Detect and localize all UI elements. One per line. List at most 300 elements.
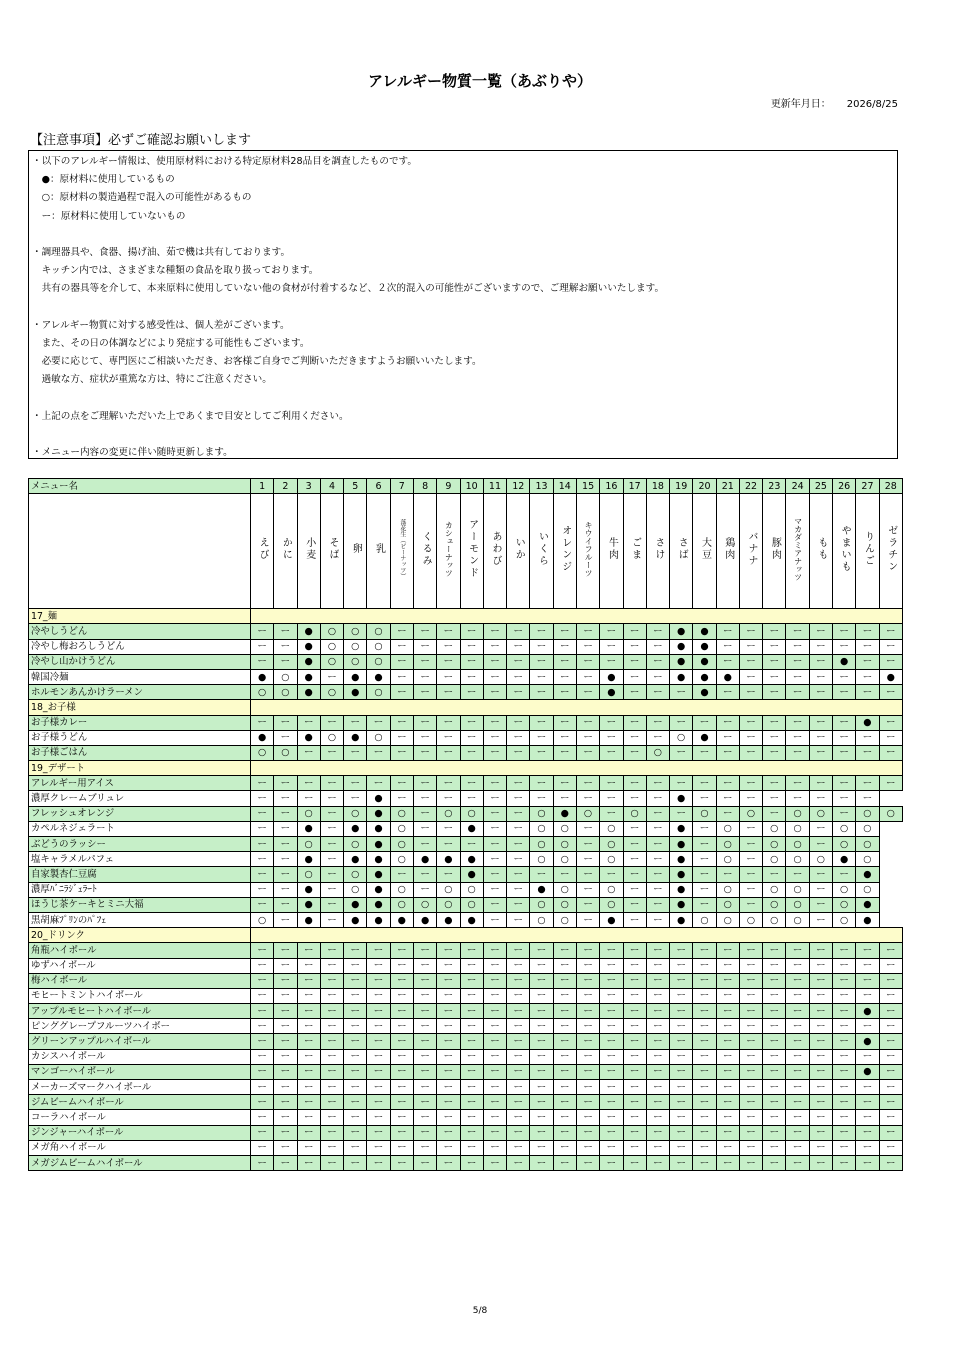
allergen-mark: ー — [739, 1064, 762, 1079]
allergen-mark: ー — [809, 1080, 832, 1095]
allergen-mark: ー — [646, 654, 669, 669]
allergen-mark: ー — [344, 1004, 367, 1019]
allergen-name: 卵 — [350, 543, 362, 556]
allergen-mark: ー — [856, 973, 879, 988]
allergen-mark: ー — [413, 1064, 436, 1079]
allergen-mark: ー — [739, 897, 762, 912]
allergen-mark: ー — [413, 958, 436, 973]
allergen-mark: ー — [833, 988, 856, 1003]
allergen-mark: ー — [879, 730, 902, 745]
allergen-mark: ー — [413, 1110, 436, 1125]
allergen-mark: ー — [576, 912, 599, 927]
allergen-mark: ー — [739, 988, 762, 1003]
allergen-mark: ー — [437, 730, 460, 745]
allergen-mark: ー — [739, 852, 762, 867]
allergen-mark: ● — [367, 852, 390, 867]
allergen-mark: ー — [576, 669, 599, 684]
allergen-mark: ー — [763, 1004, 786, 1019]
allergen-mark: ー — [786, 669, 809, 684]
allergen-mark: ー — [507, 882, 530, 897]
allergen-mark: ー — [297, 1125, 320, 1140]
allergen-mark: ー — [670, 1080, 693, 1095]
notice-box — [28, 150, 898, 459]
allergen-mark: ー — [600, 1080, 623, 1095]
allergen-mark: ー — [646, 1140, 669, 1155]
allergen-mark: ー — [274, 1155, 297, 1170]
allergen-name-cell — [739, 494, 762, 609]
allergen-mark: ○ — [274, 745, 297, 760]
allergen-mark: ー — [460, 958, 483, 973]
allergen-mark: ● — [460, 852, 483, 867]
allergen-mark: ー — [833, 867, 856, 882]
allergen-mark: ー — [763, 745, 786, 760]
allergen-mark: ー — [693, 1019, 716, 1034]
menu-item-row — [29, 1080, 903, 1095]
menu-item-name: メーカーズマークハイボール — [29, 1080, 251, 1095]
allergen-mark: ー — [833, 715, 856, 730]
allergen-name-cell — [437, 494, 460, 609]
allergen-mark: ● — [297, 685, 320, 700]
allergen-mark: ー — [763, 776, 786, 791]
allergen-name: カシューナッツ — [444, 521, 454, 578]
allergen-mark: ー — [367, 715, 390, 730]
menu-item-row — [29, 730, 903, 745]
allergen-mark: ー — [786, 1095, 809, 1110]
allergen-mark: ー — [344, 745, 367, 760]
menu-item-name: ゆずハイボール — [29, 958, 251, 973]
allergen-mark: ー — [390, 867, 413, 882]
allergen-mark: ー — [483, 1019, 506, 1034]
allergen-mark: ー — [856, 685, 879, 700]
allergen-mark: ー — [413, 837, 436, 852]
allergen-mark: ー — [600, 1034, 623, 1049]
allergen-mark: ー — [297, 973, 320, 988]
allergen-mark: ○ — [600, 837, 623, 852]
allergen-mark: ● — [833, 852, 856, 867]
allergen-mark: ー — [623, 639, 646, 654]
allergen-mark: ● — [251, 669, 274, 684]
allergen-mark: ○ — [390, 852, 413, 867]
allergen-mark: ー — [833, 1095, 856, 1110]
allergen-mark: ー — [390, 654, 413, 669]
allergen-mark: ー — [413, 1049, 436, 1064]
allergen-mark: ー — [786, 639, 809, 654]
allergen-mark: ー — [530, 867, 553, 882]
allergen-mark: ー — [437, 639, 460, 654]
allergen-mark: ー — [879, 973, 902, 988]
allergen-mark: ー — [530, 669, 553, 684]
allergen-mark: ー — [879, 958, 902, 973]
allergen-mark: ー — [716, 806, 739, 821]
allergen-mark: ー — [553, 654, 576, 669]
allergen-mark: ー — [763, 806, 786, 821]
allergen-mark: ー — [297, 958, 320, 973]
allergen-mark: ー — [413, 1080, 436, 1095]
allergen-mark: ー — [693, 837, 716, 852]
allergen-mark: ー — [693, 882, 716, 897]
menu-item-name: 濃厚ﾊﾞﾆﾗｼﾞｪﾗｰﾄ — [29, 882, 251, 897]
allergen-mark: ー — [483, 639, 506, 654]
allergen-mark: ○ — [344, 837, 367, 852]
allergen-mark: ○ — [763, 837, 786, 852]
menu-item-row — [29, 821, 903, 836]
allergen-mark: ー — [739, 1095, 762, 1110]
allergen-mark: ○ — [600, 821, 623, 836]
allergen-mark: ー — [390, 1110, 413, 1125]
category-fill — [251, 761, 903, 776]
allergen-mark: ● — [344, 912, 367, 927]
allergen-number: 25 — [809, 479, 832, 494]
allergen-number: 12 — [507, 479, 530, 494]
allergen-mark: ー — [483, 988, 506, 1003]
allergen-mark: ー — [833, 1140, 856, 1155]
allergen-mark: ● — [297, 912, 320, 927]
allergen-mark: ー — [576, 791, 599, 806]
allergen-mark: ー — [693, 745, 716, 760]
allergen-mark: ー — [437, 624, 460, 639]
allergen-mark: ○ — [367, 730, 390, 745]
allergen-mark: ー — [623, 776, 646, 791]
allergen-mark: ー — [553, 745, 576, 760]
allergen-mark: ー — [437, 1064, 460, 1079]
allergen-mark: ー — [483, 685, 506, 700]
allergen-mark: ー — [646, 821, 669, 836]
allergen-mark: ー — [437, 1095, 460, 1110]
allergen-mark: ー — [274, 912, 297, 927]
allergen-mark: ー — [879, 1004, 902, 1019]
allergen-mark: ー — [763, 1125, 786, 1140]
allergen-mark: ー — [623, 669, 646, 684]
allergen-mark: ー — [367, 1064, 390, 1079]
menu-item-name: ほうじ茶ケーキとミニ大福 — [29, 897, 251, 912]
allergen-name: 乳 — [373, 543, 385, 556]
allergen-mark: ー — [320, 1125, 343, 1140]
allergen-mark: ー — [716, 791, 739, 806]
allergen-mark: ー — [763, 1110, 786, 1125]
allergen-mark: ー — [623, 1095, 646, 1110]
allergen-mark: ● — [367, 669, 390, 684]
allergen-mark: ー — [251, 654, 274, 669]
allergen-mark: ー — [646, 685, 669, 700]
allergen-mark: ー — [530, 988, 553, 1003]
allergen-mark: ー — [553, 867, 576, 882]
allergen-mark: ー — [670, 1095, 693, 1110]
allergen-mark: ー — [623, 821, 646, 836]
allergen-mark: ー — [809, 791, 832, 806]
allergen-mark: ー — [623, 988, 646, 1003]
allergen-mark: ー — [646, 852, 669, 867]
allergen-mark: ー — [251, 806, 274, 821]
allergen-mark: ● — [437, 912, 460, 927]
allergen-mark: ○ — [646, 745, 669, 760]
allergen-mark: ○ — [251, 745, 274, 760]
allergen-mark: ー — [879, 1140, 902, 1155]
allergen-mark: ー — [786, 624, 809, 639]
allergen-mark: ー — [344, 973, 367, 988]
allergen-mark: ー — [344, 1049, 367, 1064]
category-fill — [251, 928, 903, 943]
menu-item-row — [29, 669, 903, 684]
allergen-mark: ー — [344, 1140, 367, 1155]
allergen-mark: ー — [739, 1140, 762, 1155]
allergen-mark: ー — [297, 988, 320, 1003]
allergen-mark: ー — [809, 669, 832, 684]
notice-line — [32, 299, 894, 317]
allergen-mark: ● — [670, 852, 693, 867]
allergen-mark: ○ — [553, 912, 576, 927]
allergen-mark: ー — [576, 1049, 599, 1064]
allergen-mark: ー — [716, 776, 739, 791]
allergen-mark: ー — [483, 852, 506, 867]
page-number: 5/8 — [472, 1306, 488, 1316]
allergen-mark: ● — [344, 897, 367, 912]
allergen-mark: ー — [623, 882, 646, 897]
allergen-number: 24 — [786, 479, 809, 494]
menu-item-row — [29, 639, 903, 654]
allergen-mark: ー — [879, 1019, 902, 1034]
allergen-number: 13 — [530, 479, 553, 494]
allergen-mark: ー — [437, 1080, 460, 1095]
menu-item-name: アレルギー用アイス — [29, 776, 251, 791]
allergen-mark: ○ — [367, 639, 390, 654]
allergen-mark: ー — [670, 806, 693, 821]
allergen-mark: ー — [320, 958, 343, 973]
allergen-mark: ー — [716, 1140, 739, 1155]
allergen-mark: ー — [716, 1095, 739, 1110]
allergen-mark: ○ — [344, 654, 367, 669]
menu-item-row — [29, 958, 903, 973]
allergen-mark: ー — [251, 988, 274, 1003]
allergen-mark: ー — [530, 685, 553, 700]
allergen-mark: ー — [390, 1049, 413, 1064]
allergen-mark: ー — [413, 973, 436, 988]
allergen-mark: ー — [809, 867, 832, 882]
allergen-mark: ー — [833, 639, 856, 654]
allergen-mark: ー — [460, 654, 483, 669]
allergen-mark: ● — [693, 685, 716, 700]
allergen-mark: ー — [716, 1049, 739, 1064]
allergen-mark: ー — [507, 867, 530, 882]
allergen-mark: ー — [739, 715, 762, 730]
allergen-mark: ー — [716, 943, 739, 958]
menu-item-name: アップルモヒートハイボール — [29, 1004, 251, 1019]
allergen-mark: ー — [553, 973, 576, 988]
menu-item-name: 黒胡麻ﾌﾟﾘﾝのﾊﾟﾌｪ — [29, 912, 251, 927]
allergen-mark: ー — [856, 988, 879, 1003]
allergen-mark: ー — [460, 745, 483, 760]
allergen-mark: ー — [623, 912, 646, 927]
allergen-mark: ー — [437, 1034, 460, 1049]
allergen-name: いくら — [536, 531, 548, 568]
allergen-mark: ー — [623, 730, 646, 745]
allergen-mark: ー — [344, 958, 367, 973]
allergen-name: 落花生（ピーナッツ） — [398, 519, 406, 580]
allergen-mark: ー — [763, 730, 786, 745]
allergen-mark: ー — [763, 654, 786, 669]
menu-item-name: 角瓶ハイボール — [29, 943, 251, 958]
allergen-mark: ー — [693, 958, 716, 973]
allergen-mark: ー — [809, 958, 832, 973]
allergen-mark: ○ — [274, 669, 297, 684]
allergen-mark: ー — [716, 1080, 739, 1095]
allergen-mark: ー — [437, 973, 460, 988]
allergen-mark: ー — [344, 1019, 367, 1034]
allergen-mark: ー — [507, 958, 530, 973]
allergen-mark: ー — [530, 1019, 553, 1034]
allergen-mark: ● — [600, 912, 623, 927]
allergen-mark: ー — [646, 1095, 669, 1110]
allergen-mark: ー — [460, 1049, 483, 1064]
allergen-mark: ー — [739, 1125, 762, 1140]
allergen-mark: ー — [623, 715, 646, 730]
menu-item-name: 冷やし山かけうどん — [29, 654, 251, 669]
allergen-mark: ー — [274, 882, 297, 897]
allergen-name-cell — [297, 494, 320, 609]
allergen-mark: ー — [507, 912, 530, 927]
allergen-mark: ● — [297, 821, 320, 836]
allergen-mark: ー — [297, 791, 320, 806]
allergen-mark: ー — [856, 1019, 879, 1034]
allergen-mark: ー — [623, 745, 646, 760]
allergen-mark: ー — [367, 1125, 390, 1140]
allergen-mark: ー — [320, 1140, 343, 1155]
allergen-mark: ー — [320, 943, 343, 958]
allergen-mark: ー — [274, 730, 297, 745]
menu-item-name: フレッシュオレンジ — [29, 806, 251, 821]
allergen-number: 1 — [251, 479, 274, 494]
allergen-mark: ○ — [786, 806, 809, 821]
allergen-mark: ー — [646, 1080, 669, 1095]
allergen-mark: ○ — [390, 882, 413, 897]
allergen-mark: ー — [693, 1140, 716, 1155]
allergen-mark: ー — [856, 1155, 879, 1170]
allergen-mark: ● — [344, 852, 367, 867]
allergen-mark: ー — [297, 1110, 320, 1125]
allergen-mark: ー — [809, 745, 832, 760]
allergen-number: 3 — [297, 479, 320, 494]
menu-name-header: メニュー名 — [29, 479, 251, 494]
allergen-mark: ● — [460, 821, 483, 836]
allergen-mark: ー — [623, 958, 646, 973]
allergen-mark: ー — [274, 958, 297, 973]
allergen-mark: ○ — [763, 821, 786, 836]
category-row — [29, 700, 903, 715]
allergen-mark: ー — [716, 654, 739, 669]
allergen-mark: ー — [739, 1019, 762, 1034]
allergen-mark: ー — [763, 685, 786, 700]
allergen-mark: ー — [274, 943, 297, 958]
allergen-mark: ー — [367, 958, 390, 973]
allergen-mark: ー — [437, 988, 460, 1003]
allergen-mark: ー — [390, 730, 413, 745]
menu-item-row — [29, 715, 903, 730]
allergen-mark: ー — [809, 988, 832, 1003]
allergen-name: ゼラチン — [885, 525, 897, 574]
allergen-mark: ー — [670, 685, 693, 700]
allergen-mark: ー — [274, 1034, 297, 1049]
allergen-mark: ー — [646, 1064, 669, 1079]
menu-item-name: カシスハイボール — [29, 1049, 251, 1064]
allergen-mark: ー — [576, 1004, 599, 1019]
allergen-mark: ー — [576, 988, 599, 1003]
allergen-mark: ー — [809, 776, 832, 791]
allergen-mark: ー — [809, 882, 832, 897]
allergen-mark: ー — [507, 1155, 530, 1170]
allergen-name-cell — [763, 494, 786, 609]
allergen-mark: ○ — [460, 882, 483, 897]
allergen-number: 16 — [600, 479, 623, 494]
allergen-mark: ー — [390, 1019, 413, 1034]
allergen-mark: ー — [483, 624, 506, 639]
allergen-mark: ー — [251, 1110, 274, 1125]
allergen-mark: ー — [786, 1034, 809, 1049]
allergen-mark: ー — [786, 1019, 809, 1034]
menu-item-row — [29, 1034, 903, 1049]
allergen-mark: ● — [344, 821, 367, 836]
allergen-mark: ー — [483, 958, 506, 973]
allergen-mark: ー — [413, 624, 436, 639]
allergen-mark: ー — [623, 897, 646, 912]
allergen-mark: ー — [646, 867, 669, 882]
menu-item-name: お子様うどん — [29, 730, 251, 745]
allergen-mark: ● — [670, 821, 693, 836]
allergen-mark: ー — [786, 958, 809, 973]
allergen-mark: ー — [786, 1125, 809, 1140]
allergen-mark: ー — [507, 943, 530, 958]
allergen-mark: ー — [483, 943, 506, 958]
category-label: 20_ドリンク — [29, 928, 251, 943]
allergen-mark: ー — [413, 669, 436, 684]
allergen-mark: ○ — [413, 897, 436, 912]
allergen-mark: ○ — [367, 624, 390, 639]
allergen-mark: ー — [646, 806, 669, 821]
allergen-mark: ー — [460, 624, 483, 639]
allergen-mark: ● — [670, 639, 693, 654]
allergen-mark: ー — [297, 1019, 320, 1034]
allergen-name-cell — [786, 494, 809, 609]
allergen-mark: ー — [413, 715, 436, 730]
allergen-mark: ー — [437, 654, 460, 669]
allergen-mark: ー — [763, 639, 786, 654]
allergen-mark: ー — [413, 776, 436, 791]
allergen-mark: ー — [507, 624, 530, 639]
allergen-name-cell — [460, 494, 483, 609]
category-row — [29, 609, 903, 624]
allergen-mark: ー — [856, 639, 879, 654]
allergen-mark: ー — [600, 639, 623, 654]
allergen-name-cell — [646, 494, 669, 609]
allergen-mark: ー — [833, 1110, 856, 1125]
allergen-mark: ● — [460, 867, 483, 882]
allergen-mark: ー — [670, 1019, 693, 1034]
allergen-mark: ー — [530, 1125, 553, 1140]
allergen-mark: ○ — [739, 806, 762, 821]
allergen-mark: ● — [367, 867, 390, 882]
allergen-mark: ー — [600, 776, 623, 791]
allergen-mark: ー — [856, 1125, 879, 1140]
allergen-mark: ー — [739, 837, 762, 852]
allergen-mark: ○ — [553, 837, 576, 852]
allergen-mark: ー — [809, 837, 832, 852]
allergen-mark: ー — [833, 669, 856, 684]
allergen-mark: ー — [344, 1080, 367, 1095]
allergen-mark: ー — [344, 776, 367, 791]
allergen-mark: ー — [833, 624, 856, 639]
allergen-mark: ー — [390, 973, 413, 988]
allergen-mark: ○ — [716, 821, 739, 836]
allergen-mark: ー — [413, 806, 436, 821]
allergen-mark: ー — [297, 745, 320, 760]
